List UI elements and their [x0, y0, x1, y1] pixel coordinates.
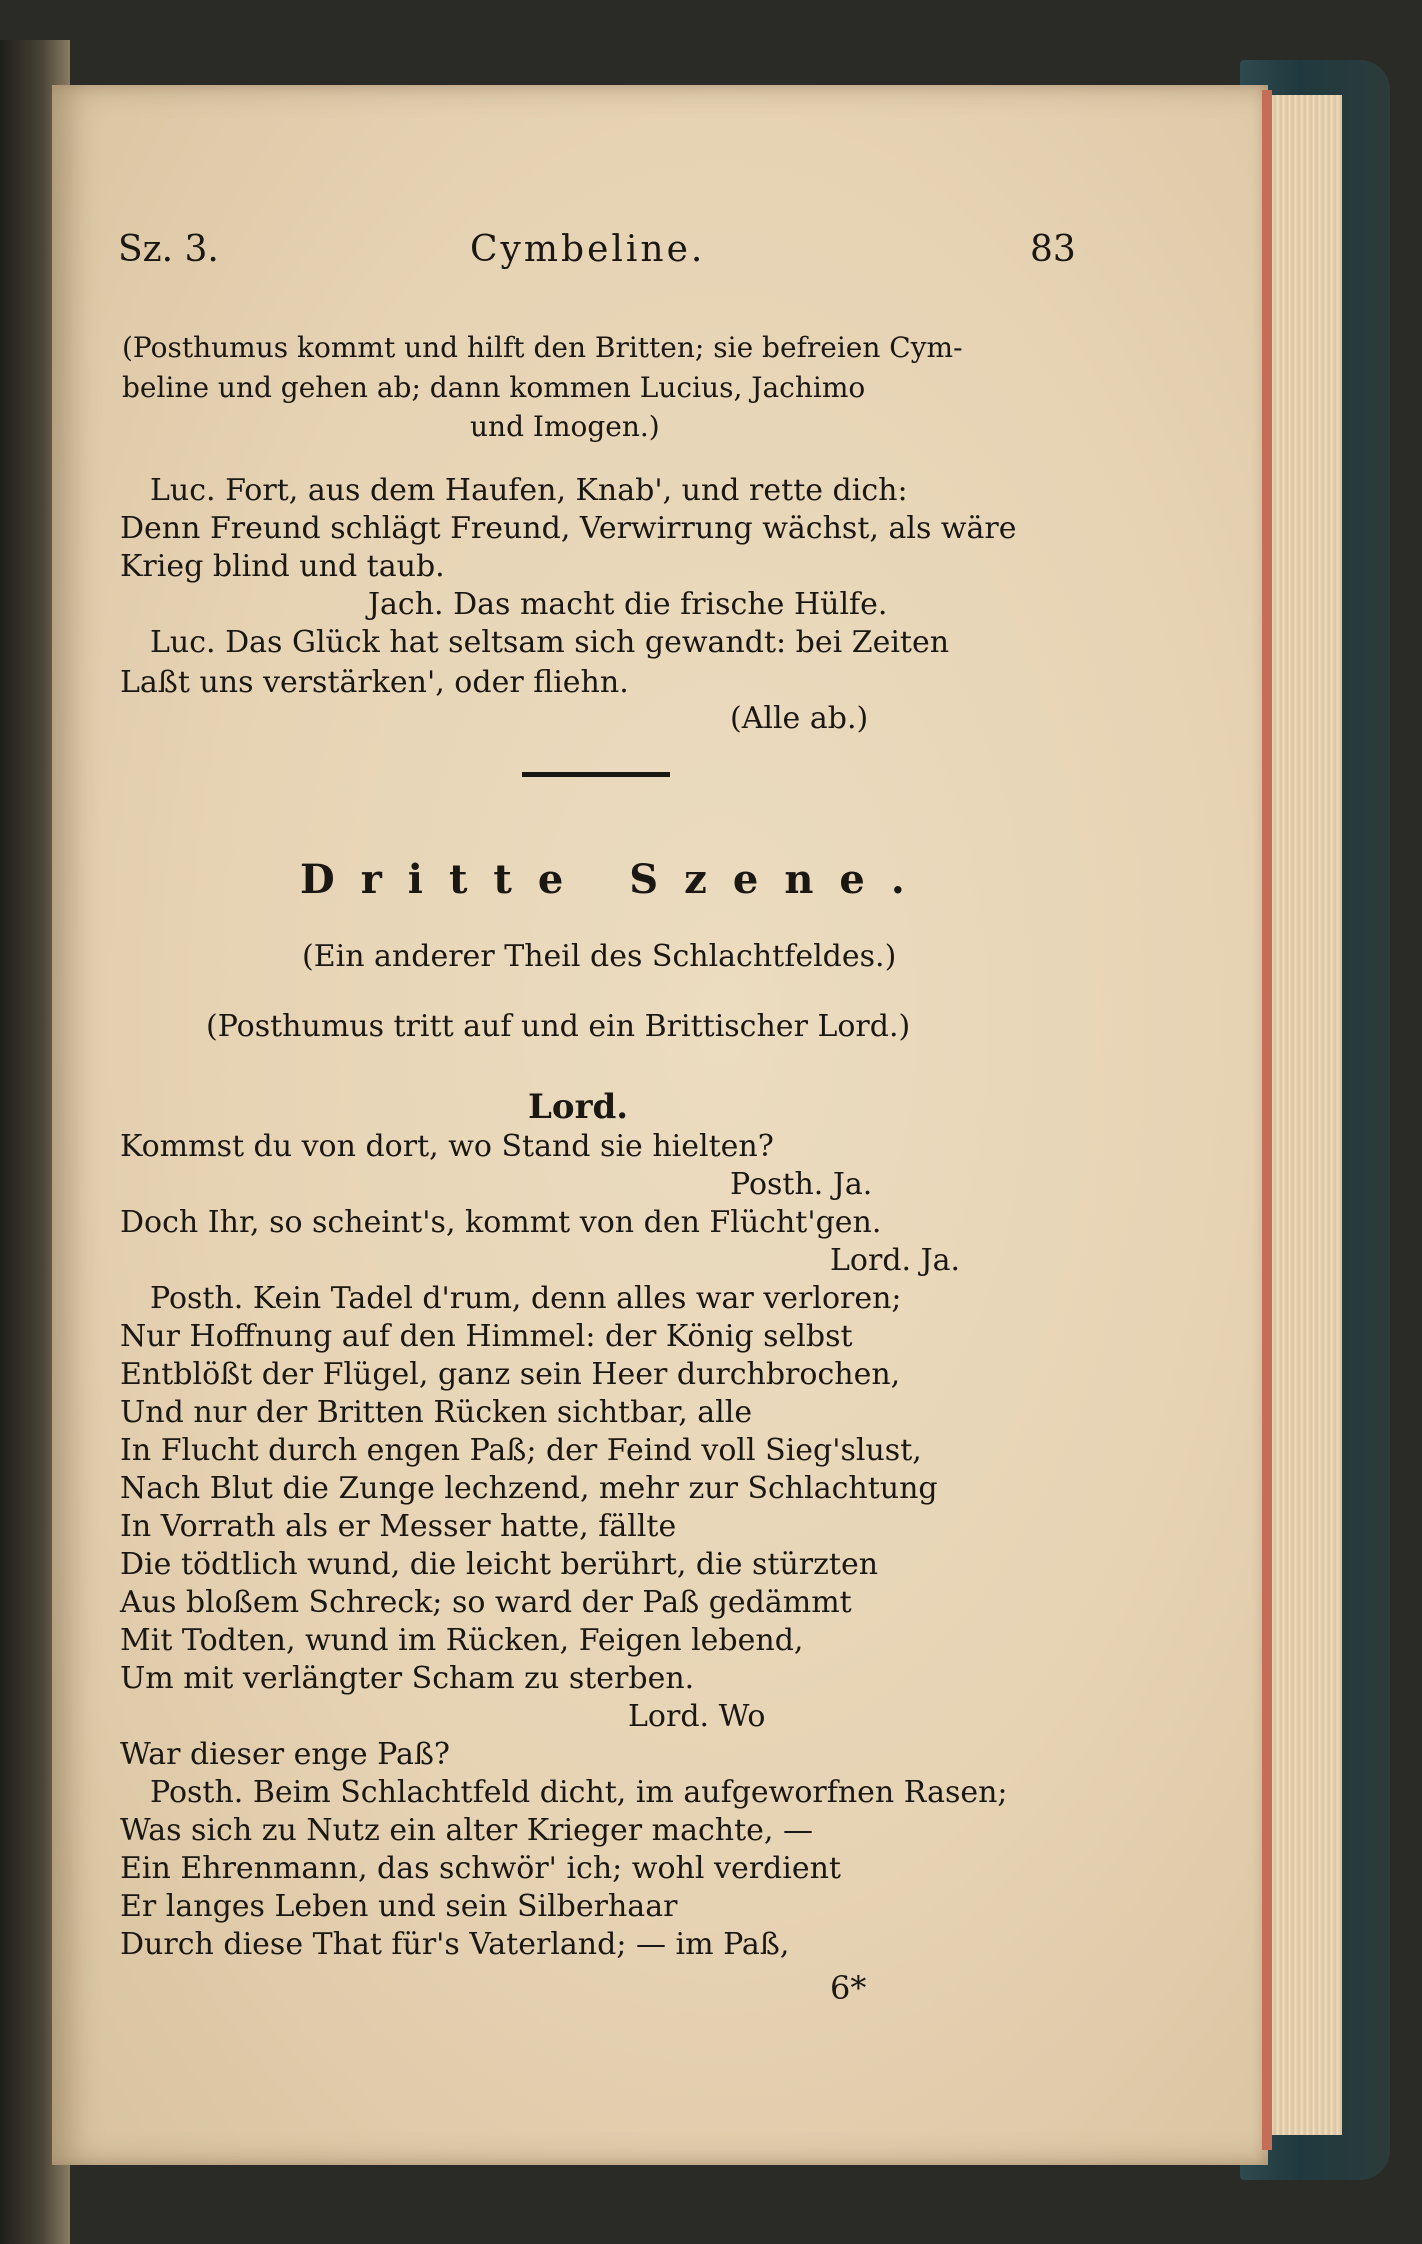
verse-line: Luc. Das Glück hat seltsam sich gewandt: bei Zeiten	[150, 625, 950, 660]
stage-direction-line: und Imogen.)	[470, 410, 660, 443]
verse-line: Entblößt der Flügel, ganz sein Heer durchbrochen,	[120, 1357, 901, 1392]
scene-title: Dritte Szene.	[300, 856, 931, 903]
setting-direction: (Ein anderer Theil des Schlachtfeldes.)	[302, 939, 897, 974]
verse-line: Mit Todten, wund im Rücken, Feigen lebend,	[120, 1623, 804, 1658]
verse-line: Laßt uns verstärken', oder fliehn.	[120, 665, 629, 700]
verse-line: Nur Hoffnung auf den Himmel: der König selbst	[120, 1319, 853, 1354]
verse-line: Und nur der Britten Rücken sichtbar, alle	[120, 1395, 753, 1430]
page-edges	[1268, 95, 1342, 2135]
verse-line: Lord. Ja.	[830, 1243, 961, 1278]
verse-line: Er langes Leben und sein Silberhaar	[120, 1889, 678, 1924]
verse-line: Was sich zu Nutz ein alter Krieger machte, —	[120, 1813, 813, 1848]
verse-line: Denn Freund schlägt Freund, Verwirrung wächst, als wäre	[120, 511, 1017, 546]
page-red-edge	[1262, 90, 1272, 2150]
verse-line: Jach. Das macht die frische Hülfe.	[368, 587, 888, 622]
verse-line: Krieg blind und taub.	[120, 549, 445, 584]
verse-line: In Vorrath als er Messer hatte, fällte	[120, 1509, 677, 1544]
verse-line: Nach Blut die Zunge lechzend, mehr zur Schlachtung	[120, 1471, 938, 1506]
scene-marker: Sz. 3.	[118, 229, 219, 270]
verse-line: Aus bloßem Schreck; so ward der Paß gedämmt	[120, 1585, 852, 1620]
verse-line: Um mit verlängter Scham zu sterben.	[120, 1661, 695, 1696]
verse-line: Posth. Beim Schlachtfeld dicht, im aufgeworfnen Rasen;	[150, 1775, 1008, 1810]
printer-signature: 6*	[830, 1969, 867, 2007]
verse-line: Doch Ihr, so scheint's, kommt von den Flücht'gen.	[120, 1205, 882, 1240]
verse-line: Ein Ehrenmann, das schwör' ich; wohl verdient	[120, 1851, 841, 1886]
page-number: 83	[1030, 229, 1076, 270]
verse-line: Die tödtlich wund, die leicht berührt, die stürzten	[120, 1547, 879, 1582]
verse-line: Kommst du von dort, wo Stand sie hielten?	[120, 1129, 774, 1164]
running-title: Cymbeline.	[470, 229, 706, 270]
verse-line: In Flucht durch engen Paß; der Feind voll Sieg'slust,	[120, 1433, 922, 1468]
verse-line: Luc. Fort, aus dem Haufen, Knab', und rette dich:	[150, 473, 908, 508]
verse-line: Lord. Wo	[628, 1699, 766, 1734]
section-divider	[522, 772, 670, 777]
verse-line: Posth. Kein Tadel d'rum, denn alles war verloren;	[150, 1281, 902, 1316]
speaker-name: Lord.	[528, 1087, 629, 1127]
verse-line: Durch diese That für's Vaterland; — im Paß,	[120, 1927, 790, 1962]
verse-line: War dieser enge Paß?	[120, 1737, 450, 1772]
verse-line: Posth. Ja.	[730, 1167, 873, 1202]
stage-direction-line: beline und gehen ab; dann kommen Lucius, Jachimo	[122, 371, 866, 404]
entrance-direction: (Posthumus tritt auf und ein Brittischer Lord.)	[206, 1009, 911, 1044]
stage-direction: (Alle ab.)	[730, 701, 869, 736]
stage-direction-line: (Posthumus kommt und hilft den Britten; sie befreien Cym-	[122, 331, 963, 364]
